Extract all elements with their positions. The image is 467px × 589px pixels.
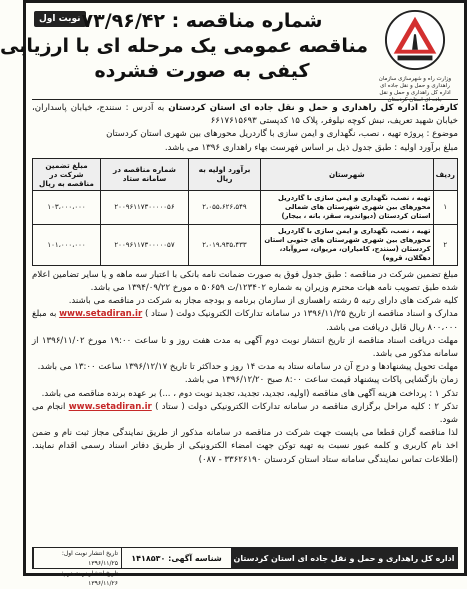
note2-text: تذکر ۲ : کلیه مراحل برگزاری مناقصه در سامانه تدارکات الکترونیکی دولت ( ستاد ) [155, 401, 459, 412]
title-block [0, 9, 368, 84]
documents-paragraph [32, 308, 458, 334]
employer-name: اداره کل راهداری و حمل و نقل جاده ای استان کردستان [168, 103, 418, 113]
note2-end: انجام می شود. [32, 401, 458, 426]
employer-paragraph [32, 102, 458, 128]
subject-paragraph: موضوع : پروژه تهیه ، نصب، نگهداری و ایمن سازی با گاردریل محورهای بین شهری استان کردستان [106, 129, 458, 140]
note2-paragraph [32, 401, 458, 427]
table-header-row [33, 158, 458, 190]
footer-dates [33, 548, 121, 587]
first-notice-badge: نوبت اول [34, 11, 86, 27]
employer-label: کارفرما: [421, 103, 459, 113]
row-estimate: ۲،۰۵۵،۶۲۶،۵۴۹ [189, 190, 261, 224]
note1-paragraph: تذکر ۱ : پرداخت هزینه آگهی های مناقصه (اولیه، تجدید، تجدید، تجدید نوبت دوم ، ...) بر عهده برنده مناقصه می باشد. [41, 388, 458, 399]
estimate-paragraph: مبلغ برآورد اولیه : طبق جدول ذیل بر اساس فهرست بهاء راهداری ۱۳۹۶ می باشد. [164, 142, 458, 153]
eligibility-paragraph: کلیه شرکت های دارای رتبه ۵ رشته راهسازی از سازمان برنامه و بودجه مجاز به شرکت در مناقصه می باشند. [68, 296, 458, 307]
logo-block [374, 9, 456, 104]
row-guarantee: ۱۰۳،۰۰۰،۰۰۰ [33, 190, 101, 224]
opening-paragraph: زمان بازگشایی پاکات پیشنهاد قیمت ساعت ۸:۰۰ صبح ۱۳۹۶/۱۲/۲۰ می باشد. [184, 375, 458, 386]
row-desc: تهیه ، نصب، نگهداری و ایمن سازی با گاردریل محورهای بین شهری شهرستان های جنوبی استان کردستان (سنندج، کامیاران، مریوان، سروآباد، دهگلان، قروه) [261, 224, 434, 265]
col-estimate: برآورد اولیه به ریال [189, 158, 261, 190]
col-tender-no: شماره مناقصه در سامانه ستاد [101, 158, 189, 190]
footer-ad-code: شناسه آگهی: ۱۴۱۸۵۳۰ [121, 548, 231, 568]
documents-fee: به مبلغ ۸۰۰،۰۰۰ ریال قابل دریافت می باشد. [32, 309, 458, 333]
table-row [33, 190, 458, 224]
row-estimate: ۲،۰۱۹،۹۳۵،۴۳۳ [189, 224, 261, 265]
table-row [33, 224, 458, 265]
row-tender-no: ۲۰۰۹۶۱۱۷۳۰۰۰۰۰۵۶ [101, 190, 189, 224]
row-index: ۱ [433, 190, 457, 224]
footer-org: اداره کل راهداری و حمل و نقل جاده ای استان کردستان [231, 548, 457, 568]
deadline-receive-paragraph: مهلت دریافت اسناد مناقصه از تاریخ انتشار نوبت دوم آگهی به مدت هفت روز و تا ساعت ۱۹:۰۰ مورخ ۱۳۹۶/۱۱/۰۲ از سامانه مذکور می باشد. [32, 335, 458, 360]
footer [32, 547, 458, 587]
row-guarantee: ۱۰۱،۰۰۰،۰۰۰ [33, 224, 101, 265]
col-guarantee: مبلغ تضمین شرکت در مناقصه به ریال [33, 158, 101, 190]
footer-date-second: تاریخ انتشار نوبت دوم: ۱۳۹۶/۱۱/۲۶ [61, 570, 118, 587]
setadiran-link-2[interactable]: www.setadiran.ir [68, 401, 152, 412]
org-name: وزارت راه و شهرسازی سازمان راهداری و حمل و نقل جاده ای اداره کل راهداری و حمل و نقل جاده ای استان کردستان [378, 76, 452, 103]
documents-text: مدارک و اسناد مناقصه از تاریخ ۱۳۹۶/۱۱/۲۵ در سامانه تدارکات الکترونیک دولت ( ستاد ) [144, 309, 458, 320]
deadline-submit-paragraph: مهلت تحویل پیشنهادها و درج آن در سامانه ستاد به مدت ۱۴ روز و حداکثر تا تاریخ ۱۳۹۶/۱۲/۱۷ ساعت ۱۳:۰۰ می باشد. [37, 362, 458, 373]
col-index: ردیف [433, 158, 457, 190]
road-authority-logo-icon [384, 9, 446, 71]
row-tender-no: ۲۰۰۹۶۱۱۷۳۰۰۰۰۰۵۷ [101, 224, 189, 265]
tender-table [32, 158, 458, 266]
col-city: شهرستان [261, 158, 434, 190]
employer-address: به آدرس : سنندج، خیابان پاسداران، خیابان شهید تعریف، نبش کوچه نیلوفر، پلاک ۱۵ کدپستی ۶۶۱۷۶۱۵۶۹۳ [32, 103, 458, 127]
row-index: ۲ [433, 224, 457, 265]
row-desc: تهیه ، نصب، نگهداری و ایمن سازی با گاردریل محورهای بین شهری شهرستان های شمالی استان کردستان (دیواندره، سقز، بانه ، بیجار) [261, 190, 434, 224]
tender-type-subtitle: کیفی به صورت فشرده [94, 60, 310, 82]
setadiran-link[interactable]: www.setadiran.ir [59, 309, 143, 320]
tender-number-title: شماره مناقصه : ۷۳/۹۶/۴۲ [81, 10, 323, 32]
footer-date-first: تاریخ انتشار نوبت اول: ۱۳۹۶/۱۱/۲۵ [61, 550, 118, 567]
guarantee-paragraph: مبلغ تضمین شرکت در مناقصه : طبق جدول فوق به صورت ضمانت نامه بانکی با اعتبار سه ماهه و یا سایر تضامین اعلام شده طبق تصویب نامه هیات محترم وزیران به شماره ۱۲۳۴۰۲/ت ۵۰۶۵۹ ه مورخ ۱۳۹۴/۰۹/۲۲ می باشد. [32, 269, 458, 294]
registration-paragraph: لذا مناقصه گران قطعا می بایست جهت شرکت در مناقصه در سامانه مذکور از طریق نمایندگی مجاز ثبت نام و ضمن اخذ نام کاربری و کلمه عبور نسبت به تهیه توکن جهت امضاء الکترونیکی از طریق دفاتر اسناد رسمی اقدام نمایند. (اطلاعات تماس نمایندگی سامانه ستاد استان کردستان ۳۳۶۲۶۱۹۰ - ۰۸۷) [32, 428, 458, 465]
tender-type-title: مناقصه عمومی یک مرحله ای با ارزیابی [0, 35, 368, 57]
header [0, 7, 458, 103]
